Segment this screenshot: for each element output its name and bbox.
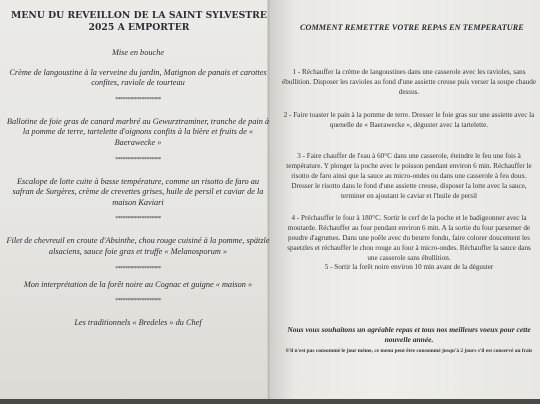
season-greeting: Nous vous souhaitons un agréable repas et tous nos meilleurs voeux pour cette nouvelle année. xyxy=(287,325,531,344)
menu-title: MENU DU REVEILLON DE LA SAINT SYLVESTRE 2025 A EMPORTER xyxy=(11,10,267,33)
menu-item: Ballotine de foie gras de canard marbré au Gewurztraminer, tranche de pain à la pomme de terre, tartelette d'oignons confits à la bière et fruits de « Baerawecke » xyxy=(6,116,270,147)
separator: ******************* xyxy=(115,216,161,223)
table-edge xyxy=(0,399,540,404)
separator: ******************* xyxy=(115,156,161,163)
menu-item: Filet de chevreuil en croute d'Absinthe, chou rouge cuisiné à la pomme, spätzle alsaciens, sauce foie gras et truffe « Melanosporum » xyxy=(6,236,270,256)
separator: ******************* xyxy=(115,298,161,305)
instruction-step: 3 - Faire chauffer de l'eau à 60°C dans une casserole, éteindre le feu une fois à température. Y plonger la poche avec le poisson pendant environ 6 min. Réchauffer le risotto de faro ainsi que la sauce au micro-ondes ou dans une casserole à feu doux. Dresser le risotto dans le fond d'une assiette creuse, disposer la lotte avec la sauce, terminer en ajoutant le caviar et l'huile de persil xyxy=(286,152,532,200)
instruction-step: 2 - Faire toaster le pain à la pomme de terre. Dresser le foie gras sur une assiette avec la quenelle de « Baerawecke », déguster avec la tartelette. xyxy=(283,111,535,129)
separator: ******************* xyxy=(115,96,161,103)
menu-item: Escalope de lotte cuite à basse température, comme un risotto de faro au safran de Surgères, crème de crevettes grises, huile de persil et caviar de la maison Kaviari xyxy=(12,176,264,207)
instruction-step: 5 - Sortir la forêt noire environ 10 min avant de la déguster xyxy=(324,263,494,271)
menu-list xyxy=(6,48,270,329)
separator: ******************* xyxy=(115,265,161,272)
instruction-step: 4 - Préchauffer le four à 180°C. Sortir le cerf de la poche et le badigeonner avec la moutarde. Réchauffer au four pendant environ 6 min. A la sortie du four parsemer de poudre d'agrumes. Dans une poêle avec du beurre fondu, faire colorer doucement les spaetzles et réchauffer le chou rouge au four à micro-ondes. Réchauffer la sauce dans une casserole sans ébullition. xyxy=(287,214,531,262)
menu-item: Les traditionnels « Bredeles » du Chef xyxy=(74,318,202,328)
storage-note: S'il n'est pas consommé le jour même, ce menu peut être consommé jusqu'à 2 jours s'il est conservé au frais xyxy=(285,348,533,354)
instructions-title: COMMENT REMETTRE VOTRE REPAS EN TEMPERATURE xyxy=(300,23,524,32)
menu-item: Mon interprétation de la forêt noire au Cognac et guigne « maison » xyxy=(23,279,253,289)
instruction-step: 1 - Réchauffer la crème de langoustines dans une casserole avec les ravioles, sans ébullition. Disposer les ravioles au fond d'une assiette creuse puis verser la soupe chaude dessus. xyxy=(282,68,536,96)
menu-item: Crème de langoustine à la verveine du jardin, Matignon de panais et carottes confites, raviole de tourteau xyxy=(9,67,267,88)
course-heading: Mise en bouche xyxy=(111,48,165,57)
